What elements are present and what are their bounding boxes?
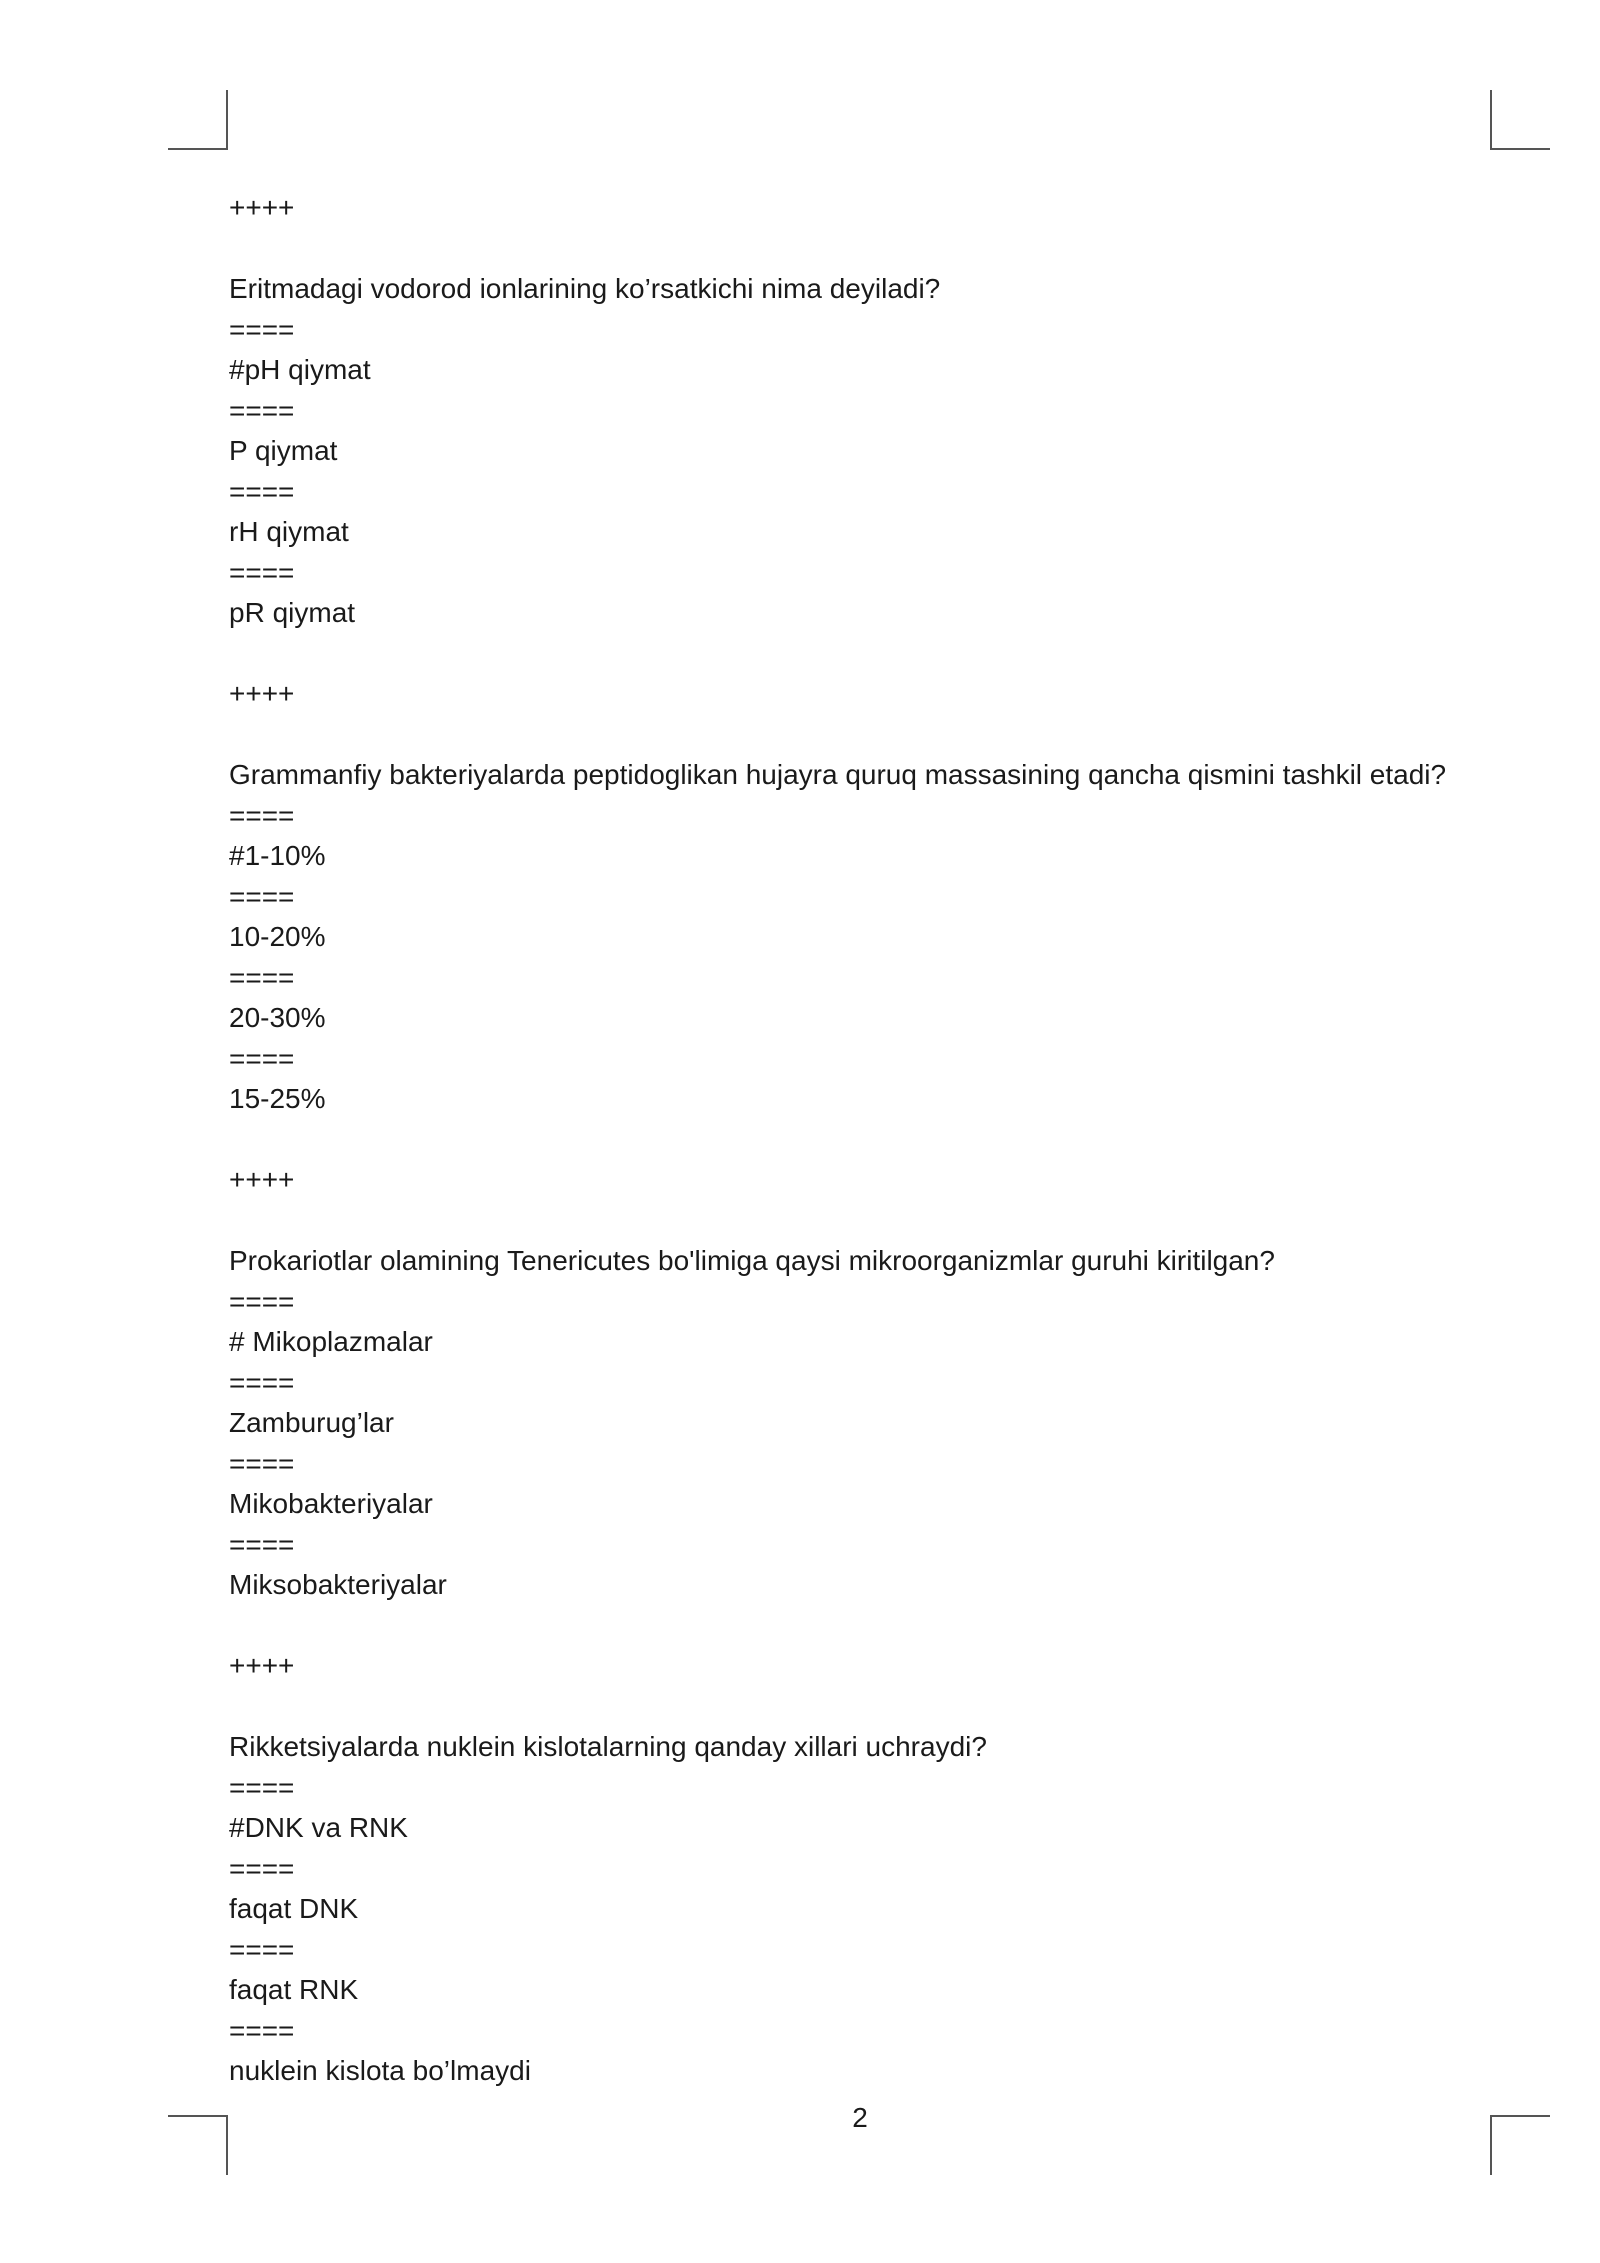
answer-divider: ====: [229, 2014, 295, 2046]
question-separator: ++++: [229, 192, 295, 223]
answer-divider: ====: [229, 1852, 295, 1884]
answer-divider: ====: [229, 1447, 295, 1479]
answer-divider: ====: [229, 1528, 295, 1560]
answer-divider: ====: [229, 1042, 295, 1074]
answer-divider: ====: [229, 799, 295, 831]
page-number: 2: [852, 2102, 868, 2133]
question-separator: ++++: [229, 1164, 295, 1195]
answer-option: 20-30%: [229, 1002, 326, 1033]
answer-option: 10-20%: [229, 921, 326, 952]
answer-divider: ====: [229, 1771, 295, 1803]
question-separator: ++++: [229, 1650, 295, 1681]
question-block: [229, 188, 1529, 674]
answer-option: rH qiymat: [229, 516, 349, 547]
question-block: [229, 674, 1529, 1160]
answer-divider: ====: [229, 394, 295, 426]
answer-divider: ====: [229, 556, 295, 588]
page-content: [229, 188, 1529, 2092]
crop-mark-top-right-v: [1490, 90, 1492, 150]
answer-option: faqat DNK: [229, 1893, 359, 1924]
answer-option-correct: #1-10%: [229, 840, 326, 871]
question-text: Prokariotlar olamining Tenericutes bo'limiga qaysi mikroorganizmlar guruhi kiritilgan?: [229, 1245, 1275, 1276]
answer-option: 15-25%: [229, 1083, 326, 1114]
crop-mark-top-right-h: [1490, 148, 1550, 150]
answer-option: P qiymat: [229, 435, 338, 466]
answer-option-correct: #DNK va RNK: [229, 1812, 408, 1843]
answer-option-correct: #pH qiymat: [229, 354, 371, 385]
answer-divider: ====: [229, 1366, 295, 1398]
crop-mark-top-left-h: [168, 148, 228, 150]
answer-option: nuklein kislota bo’lmaydi: [229, 2055, 531, 2086]
answer-option: Zamburug’lar: [229, 1407, 394, 1438]
question-separator: ++++: [229, 678, 295, 709]
question-text: Grammanfiy bakteriyalarda peptidoglikan hujayra quruq massasining qancha qismini tashkil etadi?: [229, 759, 1447, 790]
answer-divider: ====: [229, 961, 295, 993]
answer-option: faqat RNK: [229, 1974, 359, 2005]
answer-divider: ====: [229, 313, 295, 345]
question-text: Eritmadagi vodorod ionlarining ko’rsatkichi nima deyiladi?: [229, 273, 941, 304]
answer-divider: ====: [229, 475, 295, 507]
answer-divider: ====: [229, 1285, 295, 1317]
answer-divider: ====: [229, 880, 295, 912]
answer-option-correct: # Mikoplazmalar: [229, 1326, 433, 1357]
question-block: [229, 1646, 1529, 2092]
answer-option: pR qiymat: [229, 597, 356, 628]
answer-divider: ====: [229, 1933, 295, 1965]
answer-option: Mikobakteriyalar: [229, 1488, 433, 1519]
crop-mark-top-left-v: [226, 90, 228, 150]
question-text: Rikketsiyalarda nuklein kislotalarning qanday xillari uchraydi?: [229, 1731, 987, 1762]
question-block: [229, 1160, 1529, 1646]
answer-option: Miksobakteriyalar: [229, 1569, 447, 1600]
